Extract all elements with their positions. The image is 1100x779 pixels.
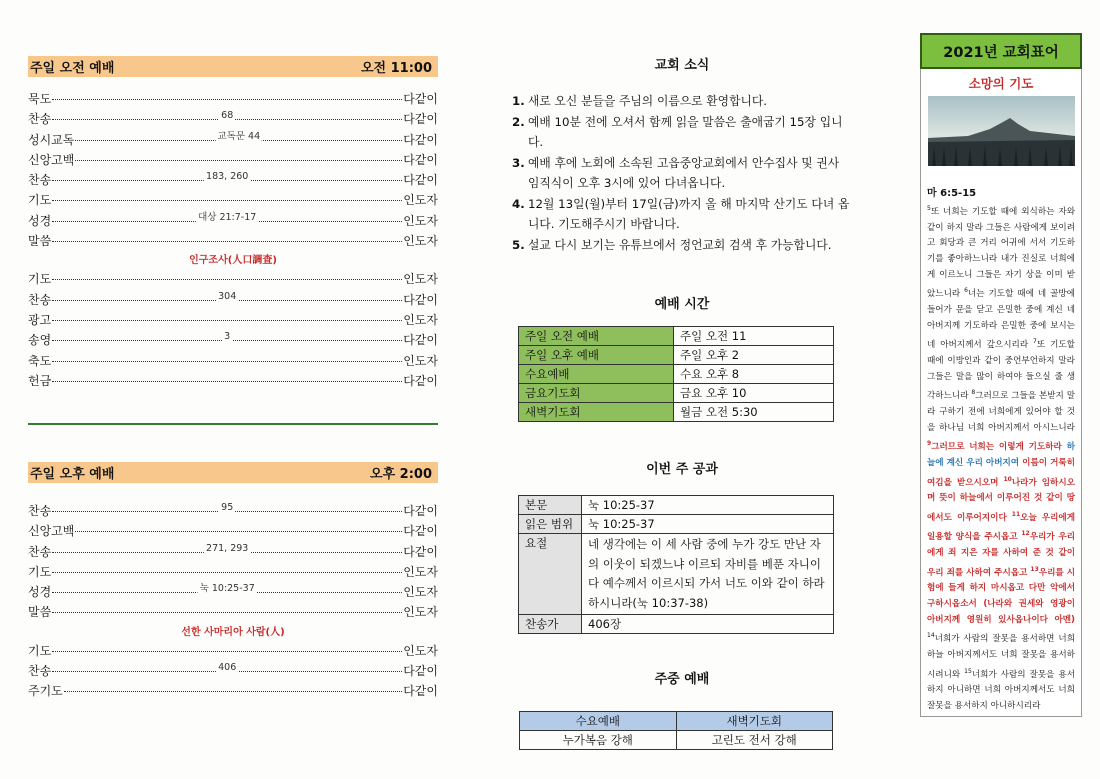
table-row: 주일 오후 예배 주일 오후 2 [519, 346, 834, 365]
leader-dots [52, 640, 402, 652]
order-item [28, 522, 438, 542]
order-item-leader: 인도자 [403, 234, 438, 249]
order-item-ref: 대상 21:7-17 [196, 209, 258, 223]
order-item-name: 성시교독 [28, 132, 75, 147]
order-item-ref: 183, 260 [206, 171, 249, 183]
order-item-name: 찬송 [28, 292, 52, 307]
order-item-leader: 인도자 [403, 193, 438, 208]
prayer-title: 소망의 기도 [968, 76, 1034, 91]
mountain-landscape-image [928, 96, 1075, 166]
news-list [512, 91, 852, 255]
leader-dots [52, 108, 402, 120]
order-item-name: 축도 [28, 353, 52, 368]
order-item [28, 372, 438, 392]
leader-dots [64, 680, 402, 692]
order-item-name: 성경 [28, 585, 52, 600]
order-item-name: 기도 [28, 643, 52, 658]
order-item-name: 기도 [28, 564, 52, 579]
leader-dots [75, 149, 402, 161]
motto-panel [920, 33, 1082, 717]
order-item-name: 말씀 [28, 605, 52, 620]
order-item-name: 성경 [28, 213, 52, 228]
leader-dots [52, 660, 402, 672]
order-item-leader: 인도자 [403, 605, 438, 620]
order-item [28, 543, 438, 563]
news-item: 1. 새로 오신 분들을 주님의 이름으로 환영합니다. [512, 94, 768, 108]
order-item [28, 212, 438, 232]
order-item-leader: 다같이 [403, 664, 438, 679]
order-item-name: 찬송 [28, 664, 52, 679]
table-row: 요절 네 생각에는 이 세 사람 중에 누가 강도 만난 자의 이웃이 되겠느냐 이르되 자비를 베푼 자니이다 예수께서 이르시되 가서 너도 이와 같이 하라 하시니라(눅 10:37-38) [519, 534, 834, 615]
evening-sermon-title: 선한 사마리아 사람(人) [181, 626, 285, 638]
table-row: 누가복음 강해 고린도 전서 강해 [520, 731, 833, 750]
order-item-leader: 다같이 [403, 504, 438, 518]
order-item-name: 찬송 [28, 544, 52, 559]
order-item-name: 주기도 [28, 684, 63, 699]
order-item-leader: 인도자 [403, 213, 438, 228]
order-item-name: 신앙고백 [28, 152, 75, 167]
leader-dots [52, 581, 402, 593]
news-item: 5. 설교 다시 보기는 유튜브에서 정언교회 검색 후 가능합니다. [512, 237, 832, 252]
lords-prayer-text: $^5$또 너희는 기도할 때에 외식하는 자와 같이 하지 말라 그들은 사람에게 보이려고 회당과 큰 거리 어귀에 서서 기도하기를 좋아하느니라 내가 진실로 너희에게 이르노니 그들은 자기 상을 이미 받았느니라 $^6$너는 기도할 때에 네 골방에 들어가 문을 닫고 은밀한 중에 계신 네 아버지께 기도하라 은밀한 중에 보시는 네 아버지께서 갚으시리라 $^7$또 기도할 때에 이방인과 같이 중언부언하지 말라 그들은 말을 많이 하여야 들으실 줄 생각하느니라 $^8$그러므로 그들을 본받지 말라 구하기 전에 너희에게 있어야 할 것을 하나님 너희 아버지께서 아시느니라 $^9$그러므로 너희는 이렇게 기도하라 하늘에 계신 우리 아버지여 이름이 거룩히 여김을 받으시오며 $^{10}$나라가 임하시오며 뜻이 하늘에서 이루어진 것 같이 땅에서도 이루어지이다 $^{11}$오늘 우리에게 일용할 양식을 주시옵고 $^{12}$우리가 우리에게 죄 지은 자를 사하여 준 것 같이 우리 죄를 사하여 주시옵고 $^{13}$우리를 시험에 들게 하지 마시옵고 다만 악에서 구하시옵소서 (나라와 권세와 영광이 아버지께 영원히 있사옵나이다 아멘) $^{14}$너희가 사람의 잘못을 용서하면 너희 하늘 아버지께서도 너희 잘못을 용서하시려니와 $^{15}$너희가 사람의 잘못을 용서하지 아니하면 너희 아버지께서도 너희 잘못을 용서하지 아니하시리라 [927, 205, 1076, 711]
table-row: 읽은 범위 눅 10:25-37 [519, 515, 834, 534]
news-item: 2. 예배 10분 전에 오셔서 함께 읽을 말씀은 출애굽기 15장 입니다. [512, 114, 843, 149]
order-item-leader: 다같이 [403, 684, 438, 699]
order-item-ref: 406 [218, 662, 237, 674]
midweek-title: 주중 예배 [654, 672, 710, 687]
order-item-leader: 다같이 [403, 152, 438, 167]
order-item-ref: 눅 10:25-37 [198, 580, 257, 594]
times-title: 예배 시간 [654, 297, 710, 312]
evening-time: 오후 2:00 [370, 467, 432, 482]
morning-sermon-title: 인구조사(人口調査) [189, 255, 277, 267]
order-item-leader: 다같이 [403, 524, 438, 539]
evening-service [28, 462, 438, 703]
leader-dots [52, 189, 402, 201]
times-table [518, 326, 834, 422]
leader-dots [52, 500, 402, 512]
table-row: 찬송가 406장 [519, 615, 834, 634]
motto-title: 2021년 교회표어 [920, 33, 1082, 69]
news-item: 3. 예배 후에 노회에 소속된 고읍중앙교회에서 안수집사 및 권사 임직식이 오후 3시에 있어 다녀옵니다. [512, 155, 840, 190]
order-item-leader: 다같이 [403, 173, 438, 188]
leader-dots [52, 169, 402, 181]
order-item-leader: 다같이 [403, 292, 438, 307]
order-item-leader: 인도자 [403, 585, 438, 600]
leader-dots [52, 88, 402, 100]
morning-header [28, 56, 438, 77]
order-item [28, 662, 438, 682]
order-item-name: 찬송 [28, 112, 52, 127]
order-item [28, 270, 438, 290]
table-row: 수요예배 수요 오후 8 [519, 365, 834, 384]
order-item-leader: 다같이 [403, 92, 438, 106]
table-row: 새벽기도회 월금 오전 5:30 [519, 403, 834, 422]
table-row: 본문 눅 10:25-37 [519, 496, 834, 515]
order-item-leader: 다같이 [403, 132, 438, 147]
order-item-ref: 304 [218, 290, 237, 302]
table-row: 주일 오전 예배 주일 오전 11 [519, 327, 834, 346]
middle-column [512, 44, 852, 750]
order-item [28, 90, 438, 110]
lesson-title: 이번 주 공과 [646, 462, 718, 477]
morning-order [28, 90, 438, 392]
order-item-name: 광고 [28, 312, 52, 327]
lesson-table [518, 495, 834, 634]
order-item-ref: 교독문 44 [215, 128, 262, 142]
leader-dots [52, 268, 402, 280]
order-item-name: 헌금 [28, 373, 52, 388]
leader-dots [52, 541, 402, 553]
order-item-leader: 인도자 [403, 643, 438, 658]
morning-title: 주일 오전 예배 [30, 61, 115, 76]
order-item-ref: 95 [221, 502, 234, 513]
order-item-name: 찬송 [28, 173, 52, 188]
order-item-leader: 다같이 [403, 112, 438, 127]
table-row: 금요기도회 금요 오후 10 [519, 384, 834, 403]
order-item [28, 331, 438, 351]
order-item [28, 642, 438, 662]
order-item-name: 묵도 [28, 92, 52, 106]
order-item [28, 682, 438, 702]
evening-order [28, 502, 438, 703]
leader-dots [52, 601, 402, 613]
order-item-name: 신앙고백 [28, 524, 75, 539]
order-item-leader: 다같이 [403, 333, 438, 348]
order-item [28, 583, 438, 603]
leader-dots [75, 129, 402, 141]
leader-dots [52, 210, 402, 222]
order-item-leader: 다같이 [403, 373, 438, 388]
leader-dots [52, 230, 402, 242]
order-item-name: 찬송 [28, 504, 52, 518]
order-item [28, 603, 438, 623]
midweek-table [519, 711, 833, 750]
leader-dots [52, 350, 402, 362]
leader-dots [75, 520, 402, 532]
evening-title: 주일 오후 예배 [30, 467, 115, 482]
order-item-ref: 271, 293 [206, 542, 249, 554]
verse-reference: 마 6:5-15 [927, 188, 977, 199]
order-item-name: 송영 [28, 333, 52, 348]
order-item-name: 기도 [28, 193, 52, 208]
table-row: 수요예배 새벽기도회 [520, 712, 833, 731]
order-item-name: 기도 [28, 272, 52, 287]
order-item-leader: 인도자 [403, 272, 438, 287]
divider [28, 423, 438, 425]
order-item [28, 352, 438, 372]
leader-dots [52, 309, 402, 321]
order-item [28, 151, 438, 171]
order-item [28, 171, 438, 191]
order-item [28, 131, 438, 151]
order-item-leader: 인도자 [403, 312, 438, 327]
order-item-leader: 다같이 [403, 544, 438, 559]
order-item [28, 311, 438, 331]
leader-dots [52, 329, 402, 341]
order-item [28, 502, 438, 522]
order-item-leader: 인도자 [403, 353, 438, 368]
leader-dots [52, 289, 402, 301]
news-title: 교회 소식 [654, 58, 710, 73]
morning-time: 오전 11:00 [360, 61, 432, 76]
leader-dots [52, 561, 402, 573]
order-item [28, 232, 438, 252]
leader-dots [52, 370, 402, 382]
order-item [28, 291, 438, 311]
morning-service [28, 56, 438, 392]
news-item: 4. 12월 13일(월)부터 17일(금)까지 올 해 마지막 산기도 다녀 옵니다. 기도해주시기 바랍니다. [512, 196, 850, 231]
order-item-name: 말씀 [28, 234, 52, 249]
order-item-ref: 68 [221, 110, 234, 122]
evening-header [28, 462, 438, 483]
order-item-leader: 인도자 [403, 564, 438, 579]
order-item-ref: 3 [224, 331, 231, 343]
